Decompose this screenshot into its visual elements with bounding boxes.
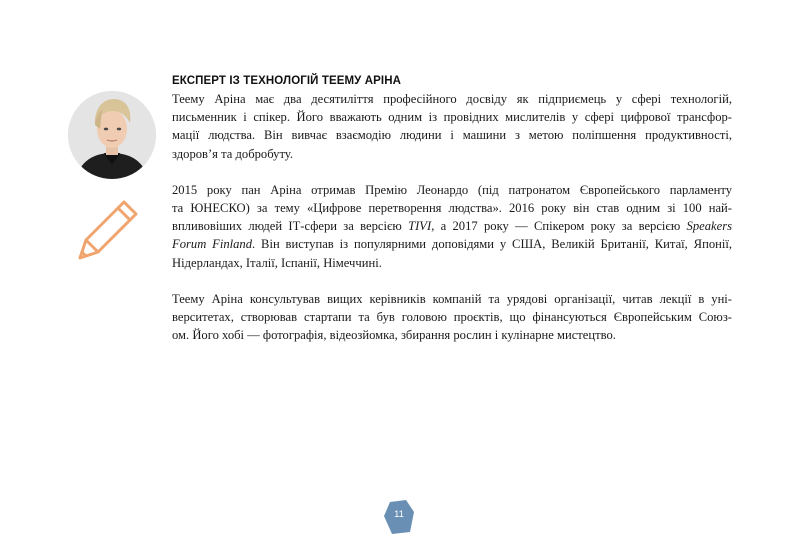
text-line: Нідерландах, Італії, Іспанії, Німеччині. — [172, 255, 382, 270]
author-portrait — [68, 91, 156, 179]
text-line: мації людства. Він вивчає взаємодію людини і машини з метою поліпшення продуктивності, — [172, 128, 732, 143]
text-line: письменник і спікер. Його вважають одним із провідних мислителів у сфері цифрової трансфор- — [172, 110, 732, 125]
text-line: здоров’я та добробуту. — [172, 146, 293, 161]
pencil-icon — [76, 196, 142, 264]
text-line: та ЮНЕСКО) за тему «Цифрове перетворення людства». 2016 року він став одним зі 100 най- — [172, 201, 732, 216]
bio-paragraph-2 — [172, 181, 732, 272]
page-number-badge — [384, 500, 414, 534]
expert-bio — [172, 72, 732, 362]
text-line: верситетах, створював стартапи та був головою проєктів, що фінансуються Європейським Союз- — [172, 310, 732, 325]
text-line: впливовіших людей ІТ-сфери за версією TIVI, а 2017 року — Спікером року за версією Speakers — [172, 219, 732, 234]
portrait-photo-icon — [68, 91, 156, 179]
page-number: 11 — [394, 509, 404, 520]
bio-paragraph-1 — [172, 90, 732, 163]
text-line: 2015 року пан Аріна отримав Премію Леонардо (під патронатом Європейського парламенту — [172, 182, 732, 197]
bio-paragraph-3 — [172, 290, 732, 345]
text-line: Теему Аріна має два десятиліття професійного досвіду як підприємець у сфері технологій, — [172, 92, 732, 106]
text-line: Forum Finland. Він виступав із популярними доповідями у США, Великій Британії, Китаї, Японії, — [172, 237, 732, 252]
text-line: Теему Аріна консультував вищих керівників компаній та урядові організації, читав лекції в уні- — [172, 291, 732, 306]
expert-heading: ЕКСПЕРТ ІЗ ТЕХНОЛОГІЙ ТЕЕМУ АРІНА — [172, 75, 402, 87]
text-line: ом. Його хобі — фотографія, відеозйомка, збирання рослин і кулінарне мистецтво. — [172, 328, 616, 343]
